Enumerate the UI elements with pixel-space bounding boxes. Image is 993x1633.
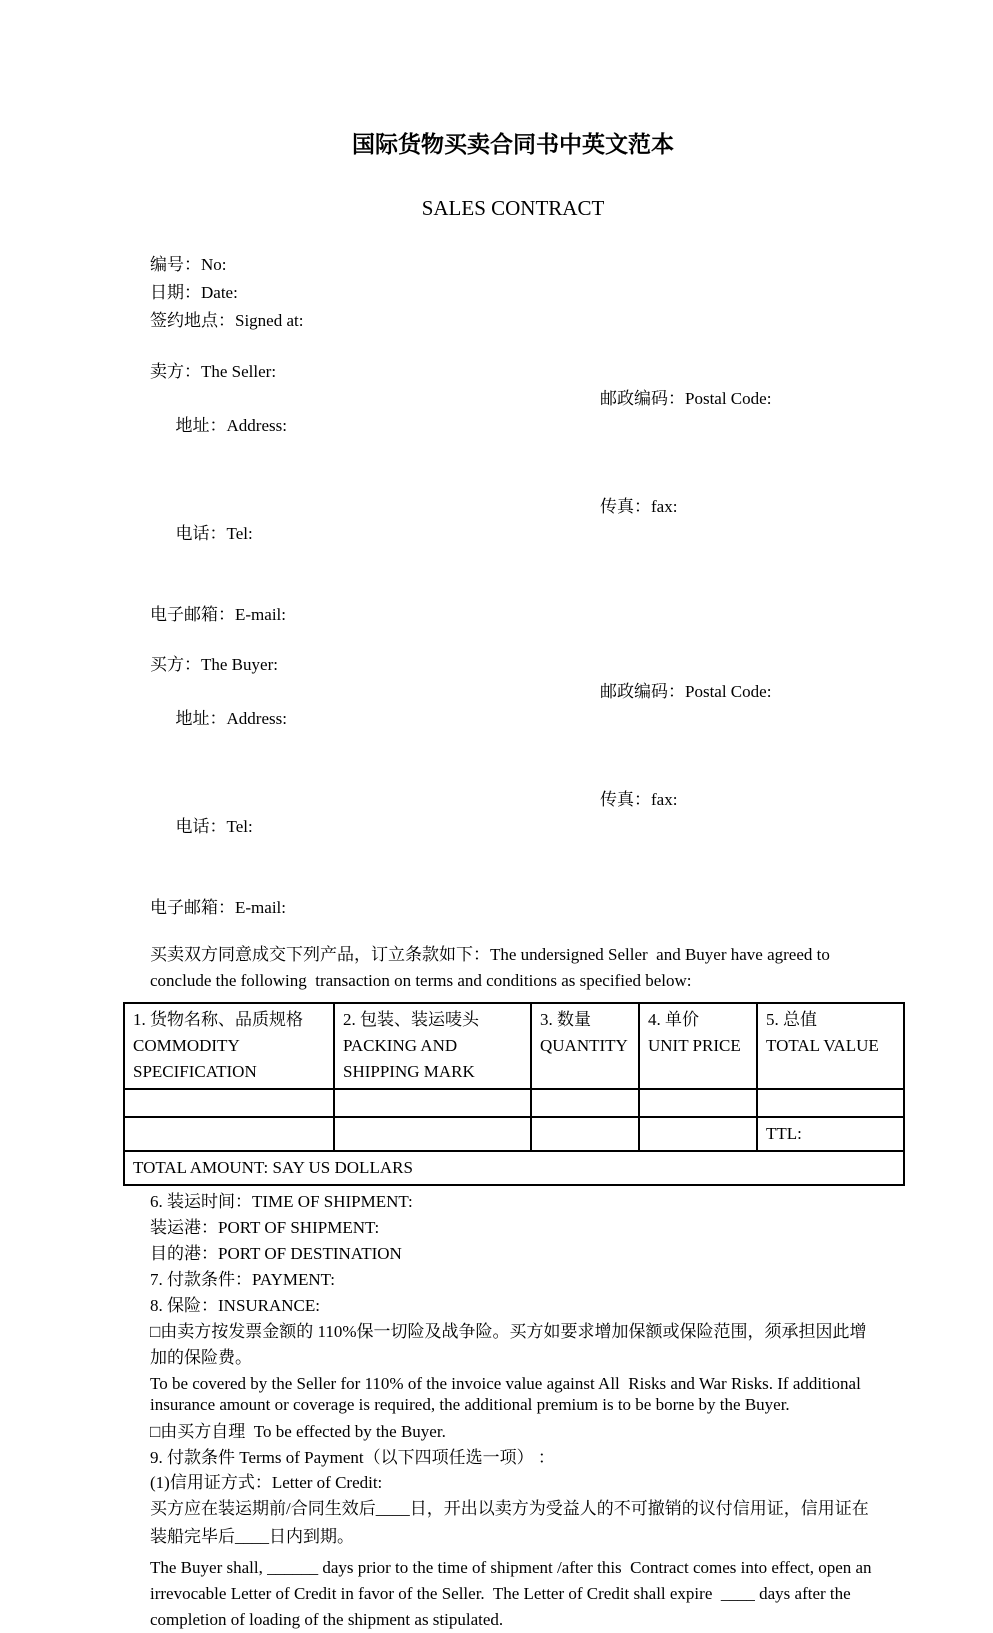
goods-cell-empty bbox=[639, 1117, 757, 1151]
goods-header-commodity: 1. 货物名称、品质规格 COMMODITY SPECIFICATION bbox=[124, 1003, 334, 1089]
buyer-postal-code-field: 邮政编码：Postal Code: bbox=[600, 682, 772, 701]
letter-of-credit-clause-en: The Buyer shall, ______ days prior to the time of shipment /after this Contract comes into effect, open an irrevocable Letter of Credit in favor of the Seller. The Letter of Credit shall expire ____ days after the completion of loading of the shipment as stipulated. bbox=[150, 1558, 876, 1629]
clauses-section bbox=[123, 1189, 903, 1319]
buyer-email-field: 电子邮箱：E-mail: bbox=[150, 898, 286, 917]
seller-fax-field: 传真：fax: bbox=[600, 497, 678, 516]
document-subtitle: SALES CONTRACT bbox=[421, 196, 605, 220]
clause-payment: 7. 付款条件：PAYMENT: bbox=[150, 1270, 335, 1289]
buyer-section bbox=[123, 651, 903, 921]
goods-cell-empty bbox=[124, 1089, 334, 1117]
letter-of-credit-clause-zh: 买方应在装运期前/合同生效后____日，开出以卖方为受益人的不可撤销的议付信用证，信用证在装船完毕后____日内到期。 bbox=[150, 1499, 869, 1546]
goods-table-header-row bbox=[124, 1003, 904, 1089]
buyer-tel-field: 电话：Tel: bbox=[175, 817, 253, 836]
payment-terms-heading: 9. 付款条件 Terms of Payment（以下四项任选一项） ： bbox=[150, 1448, 555, 1467]
goods-header-unit-price: 4. 单价 UNIT PRICE bbox=[639, 1003, 757, 1089]
goods-cell-empty bbox=[334, 1117, 531, 1151]
goods-table bbox=[123, 1002, 905, 1186]
goods-cell-empty bbox=[124, 1117, 334, 1151]
clause-insurance: 8. 保险：INSURANCE: bbox=[150, 1296, 321, 1315]
insurance-seller-option-zh-text: 由卖方按发票金额的 110%保一切险及战争险。买方如要求增加保额或保险范围，须承担因此增加的保险费。 bbox=[150, 1322, 867, 1367]
seller-title: 卖方：The Seller: bbox=[150, 362, 277, 381]
goods-table-empty-row bbox=[124, 1089, 904, 1117]
goods-cell-empty bbox=[757, 1089, 904, 1117]
checkbox-icon: □ bbox=[150, 1322, 161, 1341]
goods-header-total-value: 5. 总值 TOTAL VALUE bbox=[757, 1003, 904, 1089]
checkbox-icon: □ bbox=[150, 1422, 161, 1441]
goods-header-packing: 2. 包装、装运唛头 PACKING AND SHIPPING MARK bbox=[334, 1003, 531, 1089]
letter-of-credit-label: (1)信用证方式：Letter of Credit: bbox=[150, 1473, 383, 1492]
seller-postal-code-field: 邮政编码：Postal Code: bbox=[600, 389, 772, 408]
seller-tel-field: 电话：Tel: bbox=[175, 524, 253, 543]
clause-time-of-shipment: 6. 装运时间：TIME OF SHIPMENT: bbox=[150, 1192, 413, 1211]
goods-cell-empty bbox=[639, 1089, 757, 1117]
seller-address-field: 地址：Address: bbox=[175, 416, 287, 435]
insurance-seller-option-zh bbox=[123, 1319, 903, 1371]
goods-cell-empty bbox=[531, 1089, 639, 1117]
signed-at-field: 签约地点：Signed at: bbox=[150, 311, 304, 330]
document-title: 国际货物买卖合同书中英文范本 bbox=[352, 132, 674, 157]
goods-table-ttl-row bbox=[124, 1117, 904, 1151]
buyer-address-field: 地址：Address: bbox=[175, 709, 287, 728]
agreement-intro: 买卖双方同意成交下列产品，订立条款如下：The undersigned Seller and Buyer have agreed to conclude the following transaction on terms and conditions as specified below: bbox=[150, 945, 835, 990]
buyer-title: 买方：The Buyer: bbox=[150, 655, 278, 674]
goods-table-total-row bbox=[124, 1151, 904, 1185]
insurance-buyer-option bbox=[123, 1419, 903, 1445]
clause-port-of-destination: 目的港：PORT OF DESTINATION bbox=[150, 1244, 402, 1263]
contract-date-field: 日期：Date: bbox=[150, 283, 238, 302]
goods-ttl-cell: TTL: bbox=[757, 1117, 904, 1151]
buyer-fax-field: 传真：fax: bbox=[600, 790, 678, 809]
seller-section bbox=[123, 358, 903, 628]
goods-total-amount-cell: TOTAL AMOUNT: SAY US DOLLARS bbox=[124, 1151, 904, 1185]
insurance-seller-option-en: To be covered by the Seller for 110% of the invoice value against All Risks and War Risks. If additional insurance amount or coverage is required, the additional premium is to be borne by the Buyer. bbox=[150, 1374, 866, 1414]
goods-header-quantity: 3. 数量 QUANTITY bbox=[531, 1003, 639, 1089]
goods-cell-empty bbox=[334, 1089, 531, 1117]
insurance-buyer-option-text: 由买方自理 To be effected by the Buyer. bbox=[160, 1422, 446, 1441]
goods-cell-empty bbox=[531, 1117, 639, 1151]
seller-email-field: 电子邮箱：E-mail: bbox=[150, 605, 286, 624]
contract-number-field: 编号：No: bbox=[150, 255, 227, 274]
clause-port-of-shipment: 装运港：PORT OF SHIPMENT: bbox=[150, 1218, 380, 1237]
contract-head-section bbox=[123, 251, 903, 335]
